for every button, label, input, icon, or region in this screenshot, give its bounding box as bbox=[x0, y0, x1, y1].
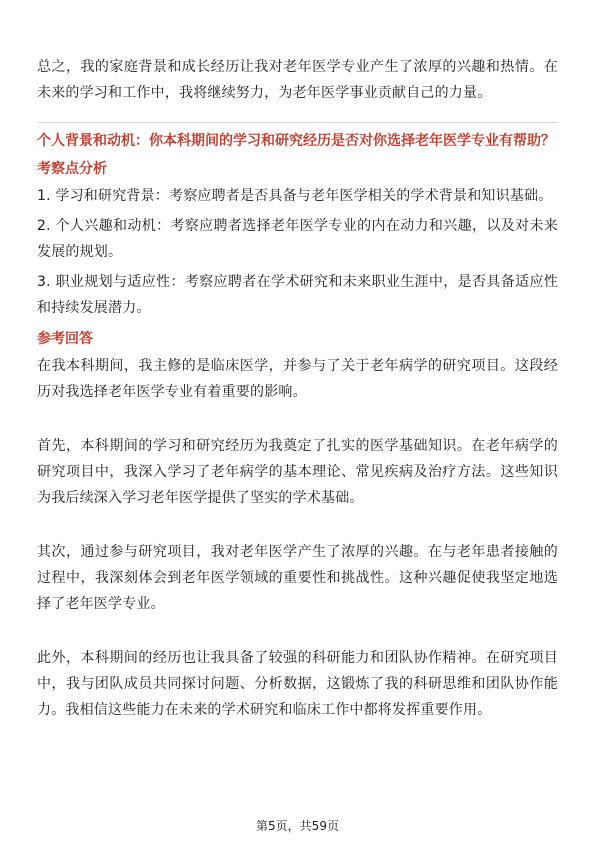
answer-heading: 参考回答 bbox=[37, 331, 93, 347]
analysis-item: 2. 个人兴趣和动机：考察应聘者选择老年医学专业的内在动力和兴趣，以及对未来发展的规划。 bbox=[37, 218, 558, 260]
analysis-heading: 考察点分析 bbox=[37, 161, 107, 177]
analysis-item: 1. 学习和研究背景：考察应聘者是否具备与老年医学相关的学术背景和知识基础。 bbox=[37, 188, 553, 204]
page-number: 第5页，共59页 bbox=[256, 819, 339, 833]
section-divider bbox=[37, 122, 558, 123]
answer-paragraph: 首先，本科期间的学习和研究经历为我奠定了扎实的医学基础知识。在老年病学的研究项目中，我深入学习了老年病学的基本理论、常见疾病及治疗方法。这些知识为我后续深入学习老年医学提供了坚实的学术基础。 bbox=[37, 438, 558, 506]
document-page bbox=[37, 48, 558, 723]
analysis-item: 3. 职业规划与适应性：考察应聘者在学术研究和未来职业生涯中，是否具备适应性和持续发展潜力。 bbox=[37, 274, 558, 316]
answer-paragraph: 在我本科期间，我主修的是临床医学，并参与了关于老年病学的研究项目。这段经历对我选择老年医学专业有着重要的影响。 bbox=[37, 358, 558, 400]
answer-paragraph: 其次，通过参与研究项目，我对老年医学产生了浓厚的兴趣。在与老年患者接触的过程中，我深刻体会到老年医学领域的重要性和挑战性。这种兴趣促使我坚定地选择了老年医学专业。 bbox=[37, 544, 558, 612]
analysis-list bbox=[37, 183, 558, 321]
question-title: 个人背景和动机：你本科期间的学习和研究经历是否对你选择老年医学专业有帮助？ bbox=[37, 133, 555, 149]
intro-paragraph: 总之，我的家庭背景和成长经历让我对老年医学专业产生了浓厚的兴趣和热情。在未来的学习和工作中，我将继续努力，为老年医学事业贡献自己的力量。 bbox=[37, 59, 558, 101]
answer-paragraph: 此外，本科期间的经历也让我具备了较强的科研能力和团队协作精神。在研究项目中，我与团队成员共同探讨问题、分析数据，这锻炼了我的科研思维和团队协作能力。我相信这些能力在未来的学术研究和临床工作中都将发挥重要作用。 bbox=[37, 650, 558, 718]
